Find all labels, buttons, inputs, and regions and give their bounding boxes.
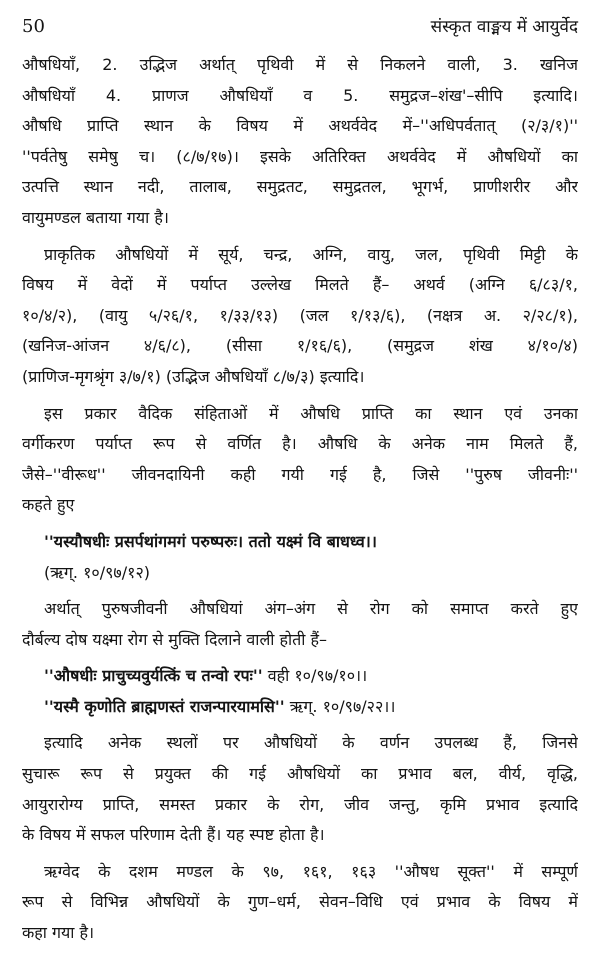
text-line: इत्यादि अनेक स्थलों पर औषधियों के वर्णन उपलब्ध हैं, जिनसे [44,733,578,753]
text-line: (प्राणिज-मृगश्रृंग ३/७/१) (उद्भिज औषधियाँ ८/७/३) इत्यादि। [22,366,365,386]
text-line: वायुमण्डल बताया गया है। [22,207,169,227]
running-title: संस्कृत वाङ्मय में आयुर्वेद [430,17,578,37]
text-line: वर्गीकरण पर्याप्त रूप से वर्णित है। औषधि के अनेक नाम मिलते हैं, [22,434,578,454]
verse-line [22,692,578,723]
text-line: (खनिज-आंजन ४/६/८), (सीसा १/१६/६), (समुद्रज शंख ४/१०/४) [22,336,578,356]
text-line: औषधि प्राप्ति स्थान के विषय में अथर्ववेद में–''अधिपर्वतात् (२/३/१)'' [22,116,578,136]
verse-line [22,661,578,692]
paragraph-4 [22,594,578,655]
text-line: औषधियाँ, 2. उद्भिज अर्थात् पृथिवी में से निकलने वाली, 3. खनिज [22,55,578,74]
verse-reference: ऋग्. १०/९७/२२।। [289,696,396,716]
page-header [22,14,578,50]
text-line: इस प्रकार वैदिक संहिताओं में औषधि प्राप्ति का स्थान एवं उनका [44,403,578,423]
paragraph-5 [22,728,578,850]
text-line: आयुरारोग्य प्राप्ति, समस्त प्रकार के रोग, जीव जन्तु, कृमि प्रभाव इत्यादि [22,794,578,814]
verse-quote: ''यस्मै कृणोति ब्राह्मणस्तं राजन्पारयामसि'' [44,696,285,716]
verse-quote: ''औषधीः प्राचुच्यवुर्यत्किं च तन्वो रपः'' [44,666,263,686]
text-line: रूप से विभिन्न औषधियों के गुण–धर्म, सेवन–विधि एवं प्रभाव के विषय में [22,892,578,912]
paragraph-1 [22,50,578,234]
text-line: कहा गया है। [22,923,95,943]
text-line: ''पर्वतेषु समेषु च। (८/७/१७)। इसके अतिरिक्त अथर्ववेद में औषधियों का [22,146,578,166]
text-line: जैसे–''वीरूध'' जीवनदायिनी कही गयी गई है, जिसे ''पुरुष जीवनीः'' [22,464,578,484]
paragraph-3 [22,399,578,521]
text-line: औषधियाँ 4. प्राणज औषधियाँ व 5. समुद्रज–शंख'–सीपि इत्यादि। [22,85,578,105]
text-line: उत्पत्ति स्थान नदी, तालाब, समुद्रतट, समुद्रतल, भूगर्भ, प्राणीशरीर और [22,177,578,197]
text-line: दौर्बल्य दोष यक्ष्मा रोग से मुक्ति दिलाने वाली होती हैं– [22,629,328,649]
page-number: 50 [22,16,45,37]
text-line: विषय में वेदों में पर्याप्त उल्लेख मिलते हैं– अथर्व (अग्नि ६/८३/१, [22,275,578,295]
text-line: १०/४/२), (वायु ५/२६/१, १/३३/१३) (जल १/१३/६), (नक्षत्र अ. २/२८/१), [22,305,578,325]
text-line: अर्थात् पुरुषजीवनी औषधियां अंग–अंग से रोग को समाप्त करते हुए [44,599,578,619]
text-line: सुचारू रूप से प्रयुक्त की गई औषधियों का प्रभाव बल, वीर्य, वृद्धि, [22,764,578,784]
verse-reference: वही १०/९७/१०।। [267,666,368,686]
text-line: कहते हुए [22,495,75,515]
text-line: ऋग्वेद के दशम मण्डल के ९७, १६१, १६३ ''औषध सूक्त'' में सम्पूर्ण [44,861,578,881]
paragraph-2 [22,240,578,393]
text-line: प्राकृतिक औषधियों में सूर्य, चन्द्र, अग्नि, वायु, जल, पृथिवी मिट्टी के [44,244,578,264]
text-line: के विषय में सफल परिणाम देती हैं। यह स्पष्ट होता है। [22,825,325,845]
verse-reference: (ऋग्. १०/९७/१२) [44,562,151,582]
paragraph-6 [22,857,578,949]
verse-quote: ''यस्यौषधीः प्रसर्पथांगमगं परुष्परुः। ततो यक्ष्मं वि बाधध्व।। [44,531,377,551]
